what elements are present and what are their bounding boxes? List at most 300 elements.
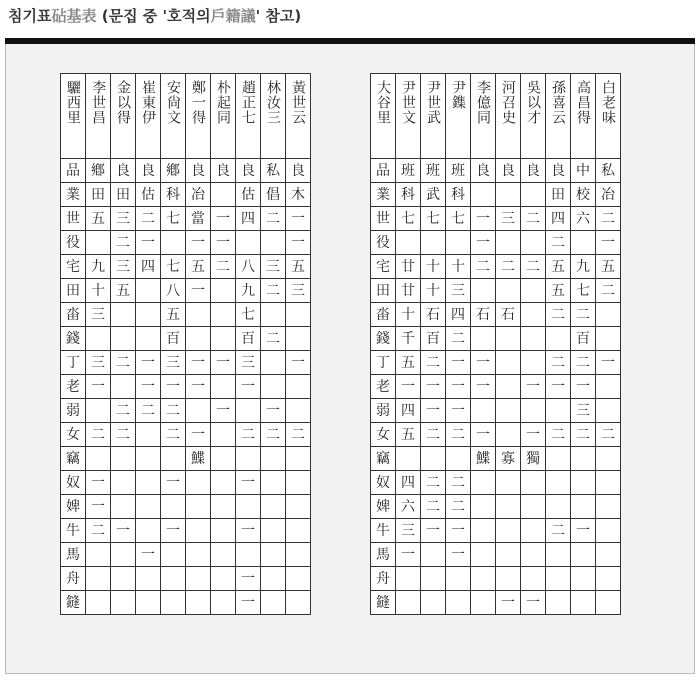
household-name: 李世昌 [90, 80, 106, 125]
table-cell [521, 399, 546, 423]
table-cell: 一 [471, 207, 496, 231]
table-cell: 十 [86, 279, 111, 303]
table-cell: 一 [186, 351, 211, 375]
table-cell: 一 [136, 351, 161, 375]
table-cell: 良 [521, 159, 546, 183]
table-cell: 冶 [186, 183, 211, 207]
table-cell: 一 [211, 207, 236, 231]
table-row [371, 495, 621, 519]
table-cell: 二 [546, 303, 571, 327]
row-category-label: 女 [61, 423, 86, 447]
household-name: 白老味 [600, 80, 616, 125]
table-cell: 一 [236, 519, 261, 543]
table-cell [111, 327, 136, 351]
row-category-label: 畓 [61, 303, 86, 327]
table-row [61, 519, 311, 543]
table-cell: 五 [396, 423, 421, 447]
table-cell [286, 399, 311, 423]
row-category-label: 世 [371, 207, 396, 231]
table-cell [86, 327, 111, 351]
table-cell: 五 [186, 255, 211, 279]
household-name-cell [236, 74, 261, 159]
table-cell: 一 [446, 399, 471, 423]
table-cell [111, 591, 136, 615]
table-row [371, 471, 621, 495]
table-cell: 一 [86, 495, 111, 519]
table-cell: 二 [421, 423, 446, 447]
table-row [61, 399, 311, 423]
table-cell: 一 [396, 375, 421, 399]
table-cell: 一 [286, 207, 311, 231]
table-cell: 估 [236, 183, 261, 207]
table-cell: 一 [496, 591, 521, 615]
household-name: 朴起同 [215, 80, 231, 125]
table-cell: 鰈 [471, 447, 496, 471]
table-cell: 一 [261, 399, 286, 423]
table-cell: 三 [86, 351, 111, 375]
table-row [61, 255, 311, 279]
table-cell [546, 471, 571, 495]
table-cell [596, 327, 621, 351]
table-cell: 十 [446, 255, 471, 279]
table-cell: 一 [521, 375, 546, 399]
table-cell: 二 [571, 351, 596, 375]
table-row [371, 447, 621, 471]
title-end: ' 참고) [255, 7, 302, 25]
table-cell: 一 [186, 423, 211, 447]
table-cell [236, 399, 261, 423]
table-cell [136, 279, 161, 303]
row-category-label: 女 [371, 423, 396, 447]
table-cell: 班 [396, 159, 421, 183]
household-name: 林汝三 [265, 80, 281, 125]
table-cell [211, 495, 236, 519]
table-cell: 一 [286, 351, 311, 375]
row-category-label: 役 [61, 231, 86, 255]
table-cell [86, 543, 111, 567]
table-cell: 一 [446, 543, 471, 567]
table-cell: 二 [446, 495, 471, 519]
table-cell [286, 519, 311, 543]
table-cell: 一 [421, 375, 446, 399]
household-name: 孫喜云 [550, 80, 566, 125]
table-cell [186, 303, 211, 327]
table-cell [261, 351, 286, 375]
table-cell: 二 [111, 351, 136, 375]
table-cell [111, 471, 136, 495]
table-cell: 良 [186, 159, 211, 183]
table-cell: 八 [236, 255, 261, 279]
household-name-cell [186, 74, 211, 159]
household-name: 趙正七 [240, 80, 256, 125]
table-cell [496, 543, 521, 567]
row-category-label: 世 [61, 207, 86, 231]
row-category-label: 婢 [61, 495, 86, 519]
table-row [371, 159, 621, 183]
table-cell [86, 399, 111, 423]
table-cell [261, 375, 286, 399]
table-cell: 石 [421, 303, 446, 327]
table-cell: 五 [111, 279, 136, 303]
table-cell [286, 495, 311, 519]
table-cell [286, 471, 311, 495]
table-cell: 千 [396, 327, 421, 351]
table-cell [521, 303, 546, 327]
row-category-label: 丁 [61, 351, 86, 375]
table-cell [446, 567, 471, 591]
table-cell: 二 [261, 279, 286, 303]
table-cell: 良 [546, 159, 571, 183]
table-cell: 二 [111, 399, 136, 423]
table-cell: 二 [236, 423, 261, 447]
table-cell [261, 591, 286, 615]
table-cell: 一 [211, 231, 236, 255]
table-cell: 一 [136, 543, 161, 567]
table-cell [421, 591, 446, 615]
table-cell [136, 423, 161, 447]
table-cell [136, 447, 161, 471]
table-cell [261, 447, 286, 471]
table-row [61, 303, 311, 327]
table-cell [596, 567, 621, 591]
table-cell [421, 231, 446, 255]
row-category-label: 牛 [371, 519, 396, 543]
table-cell: 倡 [261, 183, 286, 207]
table-cell [496, 183, 521, 207]
table-cell [136, 303, 161, 327]
table-cell: 寡 [496, 447, 521, 471]
table-cell: 九 [236, 279, 261, 303]
table-cell [286, 303, 311, 327]
table-row [61, 279, 311, 303]
table-cell: 科 [396, 183, 421, 207]
title-rest: (문집 중 '호적의 [96, 7, 211, 25]
table-cell [496, 231, 521, 255]
table-cell: 良 [496, 159, 521, 183]
table-cell [571, 543, 596, 567]
household-name: 尹世文 [400, 80, 416, 125]
village-name-cell [61, 74, 86, 159]
row-category-label: 畓 [371, 303, 396, 327]
table-cell: 二 [596, 279, 621, 303]
table-cell [211, 567, 236, 591]
row-category-label: 役 [371, 231, 396, 255]
title-main: 침기표 [8, 7, 52, 25]
table-cell: 二 [471, 255, 496, 279]
row-category-label: 宅 [61, 255, 86, 279]
table-cell: 一 [236, 471, 261, 495]
table-cell [471, 519, 496, 543]
table-cell: 私 [596, 159, 621, 183]
table-cell: 四 [546, 207, 571, 231]
table-cell: 二 [446, 327, 471, 351]
table-cell [161, 495, 186, 519]
table-cell [546, 327, 571, 351]
table-cell [211, 543, 236, 567]
table-cell [546, 543, 571, 567]
table-cell: 二 [446, 471, 471, 495]
table-row [371, 567, 621, 591]
table-cell: 百 [421, 327, 446, 351]
table-cell: 四 [236, 207, 261, 231]
table-cell: 一 [136, 231, 161, 255]
table-cell [111, 567, 136, 591]
row-category-label: 老 [61, 375, 86, 399]
table-cell [471, 567, 496, 591]
table-cell [396, 447, 421, 471]
table-cell [471, 495, 496, 519]
table-cell: 一 [521, 423, 546, 447]
table-cell [521, 351, 546, 375]
table-cell [596, 591, 621, 615]
table-cell [546, 495, 571, 519]
table-row [371, 279, 621, 303]
table-cell [286, 327, 311, 351]
table-row [371, 591, 621, 615]
table-cell: 一 [596, 231, 621, 255]
table-cell: 二 [546, 351, 571, 375]
table-cell: 五 [161, 303, 186, 327]
row-category-label: 馬 [61, 543, 86, 567]
table-cell [546, 591, 571, 615]
table-cell: 良 [136, 159, 161, 183]
table-cell: 二 [521, 207, 546, 231]
table-row [61, 231, 311, 255]
table-cell [261, 303, 286, 327]
table-row [371, 519, 621, 543]
table-cell: 科 [446, 183, 471, 207]
table-cell: 二 [86, 519, 111, 543]
table-cell [286, 543, 311, 567]
household-name-cell [286, 74, 311, 159]
row-category-label: 田 [371, 279, 396, 303]
table-cell: 五 [286, 255, 311, 279]
household-name: 黃世云 [290, 80, 306, 125]
table-cell [396, 567, 421, 591]
table-cell [571, 495, 596, 519]
table-cell: 二 [571, 303, 596, 327]
table-cell: 十 [396, 303, 421, 327]
table-cell [161, 567, 186, 591]
table-cell [496, 519, 521, 543]
table-cell [571, 567, 596, 591]
table-cell [521, 471, 546, 495]
table-cell: 二 [421, 495, 446, 519]
table-cell [546, 567, 571, 591]
table-row [61, 351, 311, 375]
table-cell [111, 303, 136, 327]
table-cell: 一 [286, 231, 311, 255]
table-cell: 百 [161, 327, 186, 351]
table-cell: 二 [136, 207, 161, 231]
table-cell [421, 447, 446, 471]
table-row [61, 327, 311, 351]
table-cell: 一 [186, 231, 211, 255]
table-cell [496, 399, 521, 423]
table-cell: 二 [211, 255, 236, 279]
table-cell: 良 [211, 159, 236, 183]
table-cell: 九 [571, 255, 596, 279]
table-cell [421, 543, 446, 567]
table-cell: 二 [546, 519, 571, 543]
table-row [61, 495, 311, 519]
table-cell [596, 375, 621, 399]
table-cell: 三 [261, 255, 286, 279]
table-cell [161, 447, 186, 471]
table-cell: 七 [571, 279, 596, 303]
table-cell [496, 351, 521, 375]
table-cell [261, 543, 286, 567]
right-register-table [370, 73, 621, 615]
table-cell: 百 [236, 327, 261, 351]
table-cell [496, 279, 521, 303]
table-cell: 七 [421, 207, 446, 231]
table-cell: 二 [86, 423, 111, 447]
household-name: 高昌得 [575, 80, 591, 125]
table-cell: 木 [286, 183, 311, 207]
table-cell [186, 591, 211, 615]
table-cell [236, 495, 261, 519]
table-row [371, 303, 621, 327]
table-cell: 二 [496, 255, 521, 279]
row-category-label: 錢 [371, 327, 396, 351]
household-name: 金以得 [115, 80, 131, 125]
table-cell: 二 [111, 231, 136, 255]
table-cell: 二 [521, 255, 546, 279]
table-cell: 七 [446, 207, 471, 231]
table-cell [421, 567, 446, 591]
table-cell: 二 [261, 327, 286, 351]
table-cell: 三 [396, 519, 421, 543]
table-cell [596, 471, 621, 495]
table-cell [136, 471, 161, 495]
row-category-label: 奴 [61, 471, 86, 495]
table-cell: 一 [186, 375, 211, 399]
table-cell: 二 [161, 399, 186, 423]
table-row [371, 255, 621, 279]
table-cell: 二 [421, 471, 446, 495]
household-name-cell [596, 74, 621, 159]
household-name-cell [111, 74, 136, 159]
household-name-cell [496, 74, 521, 159]
table-cell [496, 567, 521, 591]
table-cell [261, 519, 286, 543]
table-cell [236, 543, 261, 567]
table-cell: 鄕 [86, 159, 111, 183]
table-cell: 七 [161, 207, 186, 231]
table-cell: 九 [86, 255, 111, 279]
table-cell: 一 [546, 375, 571, 399]
table-cell [521, 231, 546, 255]
table-cell [111, 495, 136, 519]
household-name: 崔東伊 [140, 80, 156, 125]
page-title [8, 5, 301, 26]
table-cell: 三 [286, 279, 311, 303]
table-cell [211, 279, 236, 303]
household-name-cell [546, 74, 571, 159]
household-name-cell [471, 74, 496, 159]
table-cell [236, 447, 261, 471]
village-name-cell [371, 74, 396, 159]
table-cell: 七 [161, 255, 186, 279]
table-cell [496, 375, 521, 399]
table-cell: 三 [161, 351, 186, 375]
row-category-label: 竊 [371, 447, 396, 471]
table-cell: 估 [136, 183, 161, 207]
name-header-row [61, 74, 311, 159]
row-category-label: 竊 [61, 447, 86, 471]
table-row [371, 399, 621, 423]
table-cell [236, 231, 261, 255]
table-cell [211, 447, 236, 471]
table-row [61, 207, 311, 231]
table-cell: 私 [261, 159, 286, 183]
table-cell [596, 495, 621, 519]
table-cell: 二 [161, 423, 186, 447]
table-cell: 一 [111, 519, 136, 543]
table-row [61, 159, 311, 183]
table-row [61, 543, 311, 567]
household-name: 吳以才 [525, 80, 541, 125]
table-cell: 鄕 [161, 159, 186, 183]
name-header-row [371, 74, 621, 159]
table-cell [211, 471, 236, 495]
table-cell [521, 495, 546, 519]
row-category-label: 品 [61, 159, 86, 183]
table-cell: 一 [596, 351, 621, 375]
table-cell: 五 [546, 279, 571, 303]
table-cell: 一 [211, 351, 236, 375]
table-cell [136, 591, 161, 615]
table-cell: 科 [161, 183, 186, 207]
table-cell [571, 447, 596, 471]
table-cell: 一 [396, 543, 421, 567]
table-row [61, 375, 311, 399]
household-name: 河召史 [500, 80, 516, 125]
table-cell [211, 303, 236, 327]
table-cell: 良 [471, 159, 496, 183]
row-category-label: 丁 [371, 351, 396, 375]
table-cell [86, 591, 111, 615]
title-hanja-2: 戶籍議 [210, 7, 256, 25]
table-cell: 一 [471, 423, 496, 447]
table-cell [521, 519, 546, 543]
table-row [371, 375, 621, 399]
table-cell: 獨 [521, 447, 546, 471]
table-cell: 武 [421, 183, 446, 207]
table-cell [446, 591, 471, 615]
row-category-label: 鏠 [371, 591, 396, 615]
table-row [61, 183, 311, 207]
table-row [371, 543, 621, 567]
table-cell [446, 231, 471, 255]
table-cell [186, 567, 211, 591]
table-cell: 一 [421, 519, 446, 543]
table-cell [136, 519, 161, 543]
table-cell: 一 [446, 375, 471, 399]
table-cell: 五 [596, 255, 621, 279]
row-category-label: 業 [371, 183, 396, 207]
table-cell: 良 [286, 159, 311, 183]
table-cell [446, 447, 471, 471]
table-cell: 一 [471, 351, 496, 375]
table-cell: 一 [161, 375, 186, 399]
table-cell: 八 [161, 279, 186, 303]
table-cell [211, 327, 236, 351]
table-row [61, 471, 311, 495]
table-cell [111, 375, 136, 399]
table-row [371, 423, 621, 447]
